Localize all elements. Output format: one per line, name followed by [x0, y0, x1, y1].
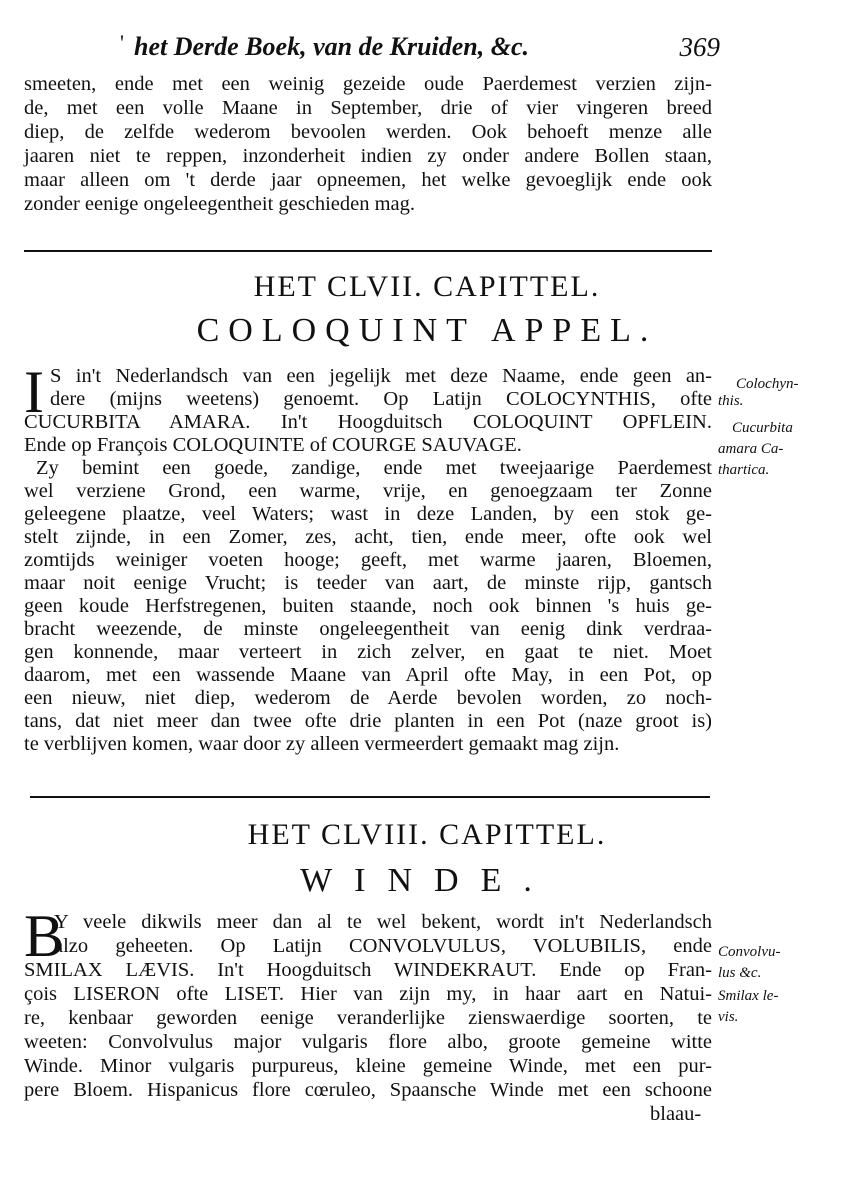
text-line: stelt zijnde, in een Zomer, zes, acht, tien, ende meer, ofte ook wel	[24, 526, 712, 548]
text-line: wel verziene Grond, een warme, vrije, en genoegzaam ter Zonne	[24, 480, 712, 502]
margin-note-line: Convolvu-	[718, 944, 781, 960]
text-line: CUCURBITA AMARA. In't Hoogduitsch COLOQUINT OPFLEIN.	[24, 411, 712, 433]
text-line: de, met een volle Maane in September, drie of vier vingeren breed	[24, 97, 712, 119]
text-line: zomtijds weiniger voeten hooge; geeft, met warme jaaren, Bloemen,	[24, 549, 712, 571]
text-line: maar noit eenige Vrucht; is teeder van aart, de minste rijp, gantsch	[24, 572, 712, 594]
margin-note-line: lus &c.	[718, 965, 762, 981]
text-line: maar alleen om 't derde jaar opneemen, het welke gevoeglijk ende ook	[24, 169, 712, 191]
text-line: SMILAX LÆVIS. In't Hoogduitsch WINDEKRAUT. Ende op Fran-	[24, 959, 712, 981]
text-line: alzo geheeten. Op Latijn CONVOLVULUS, VOLUBILIS, ende	[54, 935, 712, 957]
margin-note-line: thartica.	[718, 462, 770, 478]
margin-note-line: Cucurbita	[732, 420, 793, 436]
text-line: geen koude Herfstregenen, buiten staande, noch ook binnen 's huis ge-	[24, 595, 712, 617]
margin-note	[718, 944, 828, 1026]
text-line: te verblijven komen, waar door zy alleen vermeerdert gemaakt mag zijn.	[24, 733, 620, 755]
text-line: dere (mijns weetens) genoemt. Op Latijn COLOCYNTHIS, ofte	[50, 388, 712, 410]
catchword: blaau-	[650, 1103, 702, 1125]
margin-note	[718, 376, 828, 479]
text-line: daarom, met een wassende Maane van April ofte May, in een Pot, op	[24, 664, 712, 686]
text-line: jaaren niet te reppen, inzonderheit indien zy onder andere Bollen staan,	[24, 145, 712, 167]
margin-note-line: Colochyn-	[736, 376, 799, 392]
running-header	[120, 30, 720, 66]
text-line: geleegene plaatze, veel Waters; wast in deze Landen, by een stok ge-	[24, 503, 712, 525]
text-line: diep, de zelfde wederom bevoolen werden. Ook behoeft menze alle	[24, 121, 712, 143]
margin-note-line: Smilax le-	[718, 988, 779, 1004]
margin-note-line: vis.	[718, 1009, 739, 1025]
text-line: weeten: Convolvulus major vulgaris flore albo, groote gemeine witte	[24, 1031, 712, 1053]
text-line: tans, dat niet meer dan twee ofte drie planten in een Pot (naze groot is)	[24, 710, 712, 732]
chapter-title: WINDE.	[300, 862, 554, 899]
text-line: smeeten, ende met een weinig gezeide oude Paerdemest verzien zijn-	[24, 73, 712, 95]
text-line: Y veele dikwils meer dan al te wel bekent, wordt in't Nederlandsch	[54, 911, 712, 933]
running-title: het Derde Boek, van de Kruiden, &c.	[134, 32, 530, 61]
section-divider	[30, 796, 710, 798]
chapter-title: COLOQUINT APPEL.	[196, 312, 658, 349]
text-line: Zy bemint een goede, zandige, ende met tweejaarige Paerdemest	[36, 457, 712, 479]
header-mark: '	[120, 30, 124, 55]
chapter-heading: HET CLVII. CAPITTEL.	[253, 270, 601, 303]
text-line: Winde. Minor vulgaris purpureus, kleine gemeine Winde, met een pur-	[24, 1055, 712, 1077]
text-line: S in't Nederlandsch van een jegelijk met deze Naame, ende geen an-	[50, 365, 712, 387]
text-line: zonder eenige ongeleegentheit geschieden mag.	[24, 193, 416, 215]
text-line: een nieuw, niet diep, wederom de Aerde bevolen worden, zo noch-	[24, 687, 712, 709]
text-line: gen konnende, maar verteert in zich zelver, en gaat te niet. Moet	[24, 641, 712, 663]
section-divider	[24, 250, 712, 252]
text-line: çois LISERON ofte LISET. Hier van zijn my, in haar aart en Natui-	[24, 983, 712, 1005]
drop-cap: B	[24, 903, 65, 969]
margin-note-line: amara Ca-	[718, 441, 784, 457]
text-line: bracht weezende, de minste ongeleegentheit van eenig dink verdraa-	[24, 618, 712, 640]
page-number: 369	[679, 32, 720, 62]
text-line: re, kenbaar geworden eenige veranderlijke zienswaerdige soorten, te	[24, 1007, 712, 1029]
chapter-heading: HET CLVIII. CAPITTEL.	[247, 818, 607, 851]
margin-note-line: this.	[718, 393, 744, 409]
text-line: Ende op François COLOQUINTE of COURGE SAUVAGE.	[24, 434, 522, 456]
drop-cap: I	[24, 359, 44, 425]
text-line: pere Bloem. Hispanicus flore cœruleo, Spaansche Winde met een schoone	[24, 1079, 712, 1101]
